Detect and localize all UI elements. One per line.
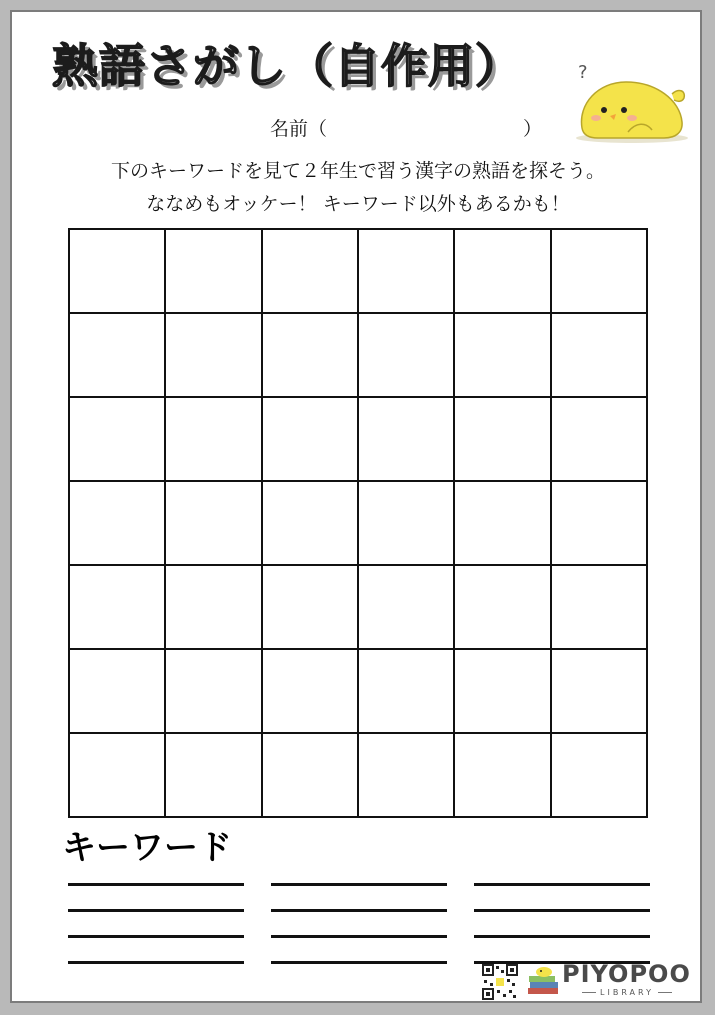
keyword-line[interactable] bbox=[271, 883, 447, 886]
brand-subtitle: LIBRARY bbox=[567, 988, 687, 997]
grid-cell[interactable] bbox=[455, 398, 551, 482]
svg-text:?: ? bbox=[578, 62, 588, 83]
grid-cell[interactable] bbox=[359, 482, 455, 566]
grid-cell[interactable] bbox=[455, 650, 551, 734]
grid-cell[interactable] bbox=[70, 398, 166, 482]
keyword-column-2 bbox=[271, 883, 447, 987]
grid-cell[interactable] bbox=[70, 734, 166, 818]
name-close-paren: ） bbox=[523, 118, 543, 140]
grid-cell[interactable] bbox=[263, 566, 359, 650]
keyword-line[interactable] bbox=[474, 909, 650, 912]
grid-cell[interactable] bbox=[552, 230, 648, 314]
brand-logo: PIYOPOO bbox=[562, 960, 691, 988]
grid-cell[interactable] bbox=[552, 398, 648, 482]
grid-cell[interactable] bbox=[359, 314, 455, 398]
grid-cell[interactable] bbox=[455, 482, 551, 566]
grid-cell[interactable] bbox=[552, 314, 648, 398]
grid-cell[interactable] bbox=[263, 650, 359, 734]
grid-cell[interactable] bbox=[263, 230, 359, 314]
grid-cell[interactable] bbox=[455, 230, 551, 314]
grid-cell[interactable] bbox=[359, 230, 455, 314]
grid-cell[interactable] bbox=[70, 230, 166, 314]
grid-cell[interactable] bbox=[552, 650, 648, 734]
grid-cell[interactable] bbox=[455, 314, 551, 398]
keyword-line[interactable] bbox=[68, 909, 244, 912]
grid-cell[interactable] bbox=[166, 734, 262, 818]
word-search-grid bbox=[68, 228, 648, 818]
grid-cell[interactable] bbox=[166, 566, 262, 650]
keyword-line[interactable] bbox=[271, 961, 447, 964]
keyword-line[interactable] bbox=[271, 935, 447, 938]
grid-cell[interactable] bbox=[166, 230, 262, 314]
name-field[interactable] bbox=[270, 114, 542, 141]
grid-cell[interactable] bbox=[359, 566, 455, 650]
yellow-chick-icon bbox=[568, 52, 696, 144]
instruction-line-2: ななめもオッケー！ キーワード以外もあるかも！ bbox=[146, 193, 570, 215]
grid-cell[interactable] bbox=[70, 566, 166, 650]
grid-cell[interactable] bbox=[552, 566, 648, 650]
grid-cell[interactable] bbox=[166, 314, 262, 398]
grid-cell[interactable] bbox=[552, 482, 648, 566]
grid-cell[interactable] bbox=[263, 482, 359, 566]
grid-cell[interactable] bbox=[455, 734, 551, 818]
grid-cell[interactable] bbox=[70, 650, 166, 734]
keywords-heading: キーワード bbox=[62, 828, 232, 868]
keyword-line[interactable] bbox=[474, 935, 650, 938]
grid-cell[interactable] bbox=[166, 482, 262, 566]
grid-cell[interactable] bbox=[455, 566, 551, 650]
keyword-line[interactable] bbox=[68, 935, 244, 938]
books-icon bbox=[526, 964, 562, 1000]
keyword-line[interactable] bbox=[474, 883, 650, 886]
grid-cell[interactable] bbox=[359, 734, 455, 818]
instruction-line-1: 下のキーワードを見て２年生で習う漢字の熟語を探そう。 bbox=[110, 160, 605, 182]
grid-cell[interactable] bbox=[263, 734, 359, 818]
page-title: 熟語さがし（自作用） bbox=[52, 39, 522, 93]
grid-cell[interactable] bbox=[70, 482, 166, 566]
worksheet-page bbox=[10, 10, 702, 1003]
keyword-column-1 bbox=[68, 883, 244, 987]
keyword-line[interactable] bbox=[68, 961, 244, 964]
grid-cell[interactable] bbox=[359, 650, 455, 734]
grid-cell[interactable] bbox=[263, 314, 359, 398]
grid-cell[interactable] bbox=[359, 398, 455, 482]
grid-cell[interactable] bbox=[263, 398, 359, 482]
keyword-line[interactable] bbox=[271, 909, 447, 912]
grid-cell[interactable] bbox=[166, 650, 262, 734]
grid-cell[interactable] bbox=[166, 398, 262, 482]
name-label: 名前（ bbox=[270, 118, 328, 140]
grid-cell[interactable] bbox=[70, 314, 166, 398]
qr-code-icon[interactable] bbox=[482, 964, 518, 1000]
grid-cell[interactable] bbox=[552, 734, 648, 818]
keyword-line[interactable] bbox=[68, 883, 244, 886]
